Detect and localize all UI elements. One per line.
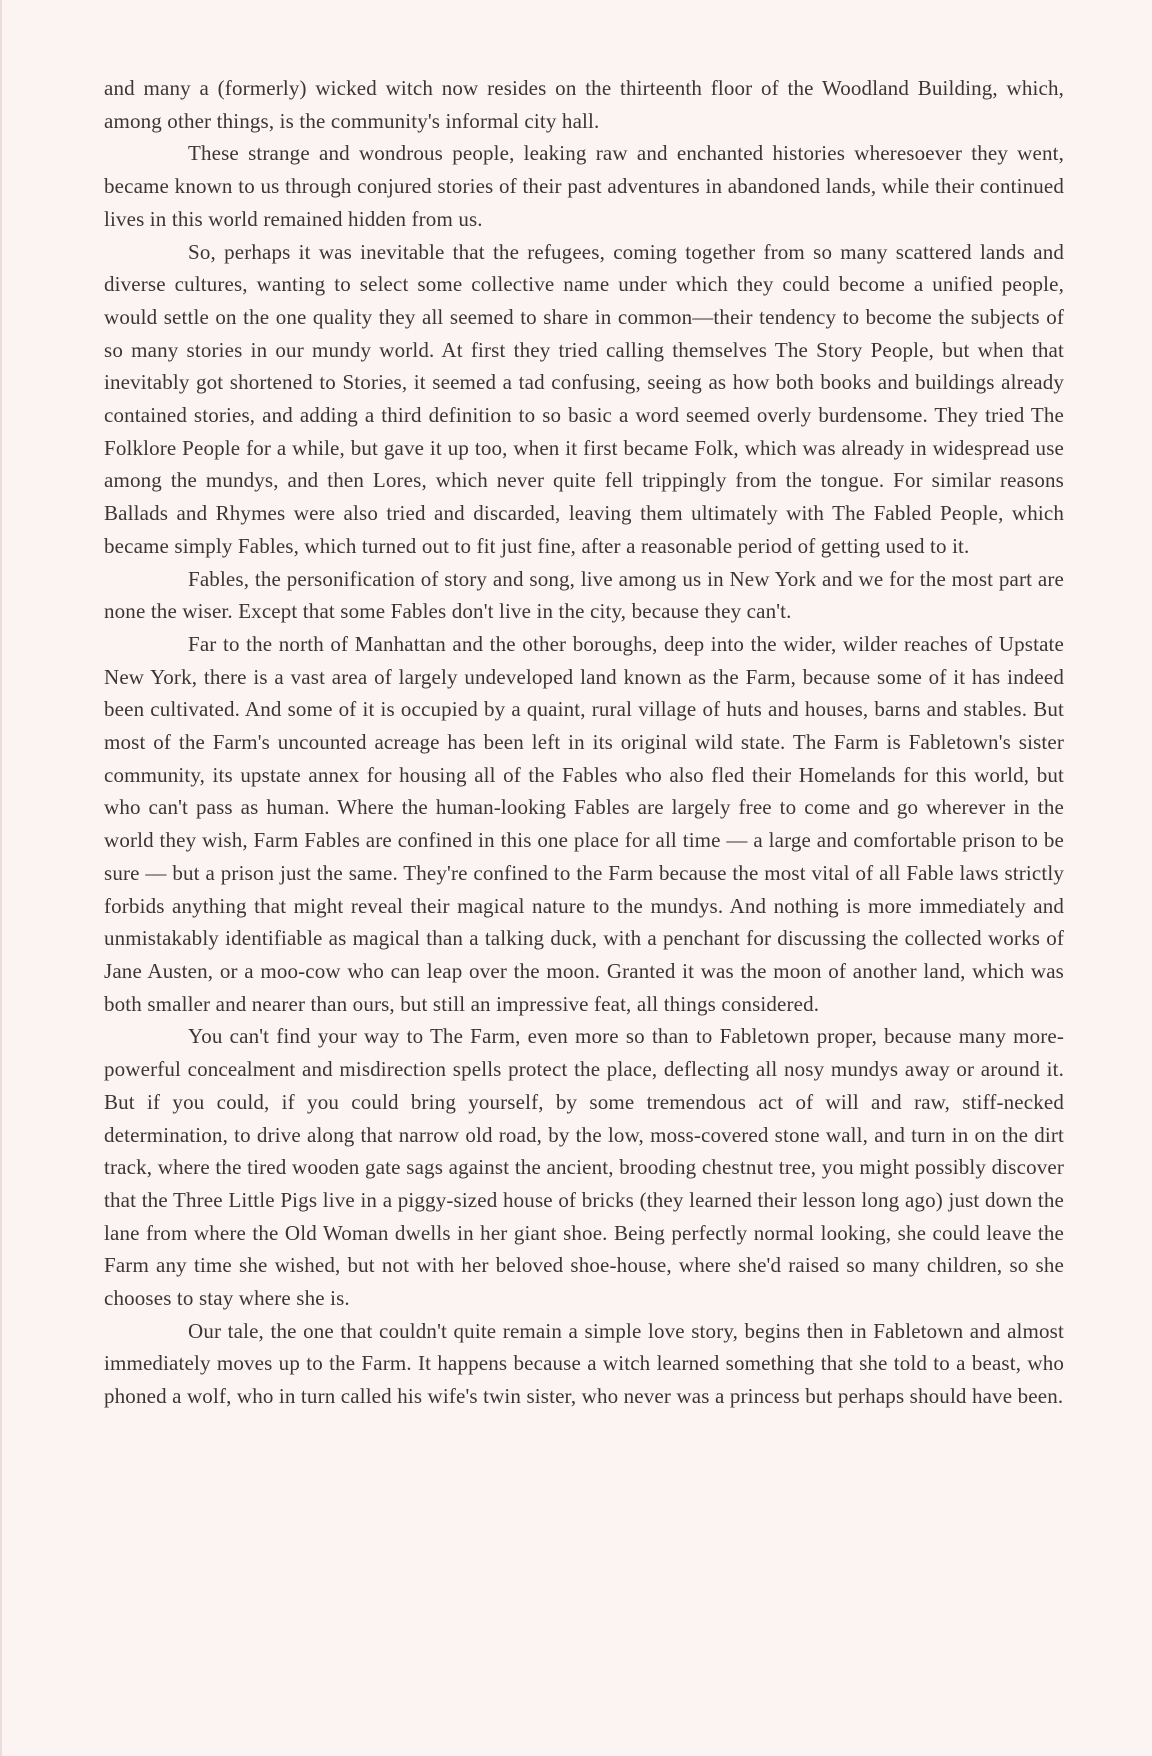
- paragraph-6: You can't find your way to The Farm, even more so than to Fabletown proper, because many more-powerful concealment and misdirection spells protect the place, deflecting all nosy mundys away or around it. But if you could, if you could bring yourself, by some tremendous act of will and raw, stiff-necked determination, to drive along that narrow old road, by the low, moss-covered stone wall, and turn in on the dirt track, where the tired wooden gate sags against the ancient, brooding chestnut tree, you might possibly discover that the Three Little Pigs live in a piggy-sized house of bricks (they learned their lesson long ago) just down the lane from where the Old Woman dwells in her giant shoe. Being perfectly normal looking, she could leave the Farm any time she wished, but not with her beloved shoe-house, where she'd raised so many children, so she chooses to stay where she is.: [104, 1024, 1064, 1311]
- paragraph-1: and many a (formerly) wicked witch now resides on the thirteenth floor of the Woodland Building, which, among other things, is the community's informal city hall.: [104, 76, 1064, 133]
- paragraph-4: Fables, the personification of story and song, live among us in New York and we for the most part are none the wiser. Except that some Fables don't live in the city, because they can't.: [104, 566, 1064, 624]
- book-page: [104, 72, 1064, 1413]
- paragraph-5: Far to the north of Manhattan and the other boroughs, deep into the wider, wilder reaches of Upstate New York, there is a vast area of largely undeveloped land known as the Farm, because some of it has indeed been cultivated. And some of it is occupied by a quaint, rural village of huts and houses, barns and stables. But most of the Farm's uncounted acreage has been left in its original wild state. The Farm is Fabletown's sister community, its upstate annex for housing all of the Fables who also fled their Homelands for this world, but who can't pass as human. Where the human-looking Fables are largely free to come and go wherever in the world they wish, Farm Fables are confined in this one place for all time — a large and comfortable prison to be sure — but a prison just the same. They're confined to the Farm because the most vital of all Fable laws strictly forbids anything that might reveal their magical nature to the mundys. And nothing is more immediately and unmistakably identifiable as magical than a talking duck, with a penchant for discussing the collected works of Jane Austen, or a moo-cow who can leap over the moon. Granted it was the moon of another land, which was both smaller and nearer than ours, but still an impressive feat, all things considered.: [104, 631, 1064, 1016]
- paragraph-3: So, perhaps it was inevitable that the refugees, coming together from so many scattered lands and diverse cultures, wanting to select some collective name under which they could become a unified people, would settle on the one quality they all seemed to share in common—their tendency to become the subjects of so many stories in our mundy world. At first they tried calling themselves The Story People, but when that inevitably got shortened to Stories, it seemed a tad confusing, seeing as how both books and buildings already contained stories, and adding a third definition to so basic a word seemed overly burdensome. They tried The Folklore People for a while, but gave it up too, when it first became Folk, which was already in widespread use among the mundys, and then Lores, which never quite fell trippingly from the tongue. For similar reasons Ballads and Rhymes were also tried and discarded, leaving them ultimately with The Fabled People, which became simply Fables, which turned out to fit just fine, after a reasonable period of getting used to it.: [104, 239, 1064, 558]
- paragraph-7: Our tale, the one that couldn't quite remain a simple love story, begins then in Fabletown and almost immediately moves up to the Farm. It happens because a witch learned something that she told to a beast, who phoned a wolf, who in turn called his wife's twin sister, who never was a princess but perhaps should have been.: [104, 1318, 1064, 1409]
- paragraph-2: These strange and wondrous people, leaking raw and enchanted histories wheresoever they went, became known to us through conjured stories of their past adventures in abandoned lands, while their continued lives in this world remained hidden from us.: [104, 141, 1064, 231]
- page-edge: [0, 0, 2, 1756]
